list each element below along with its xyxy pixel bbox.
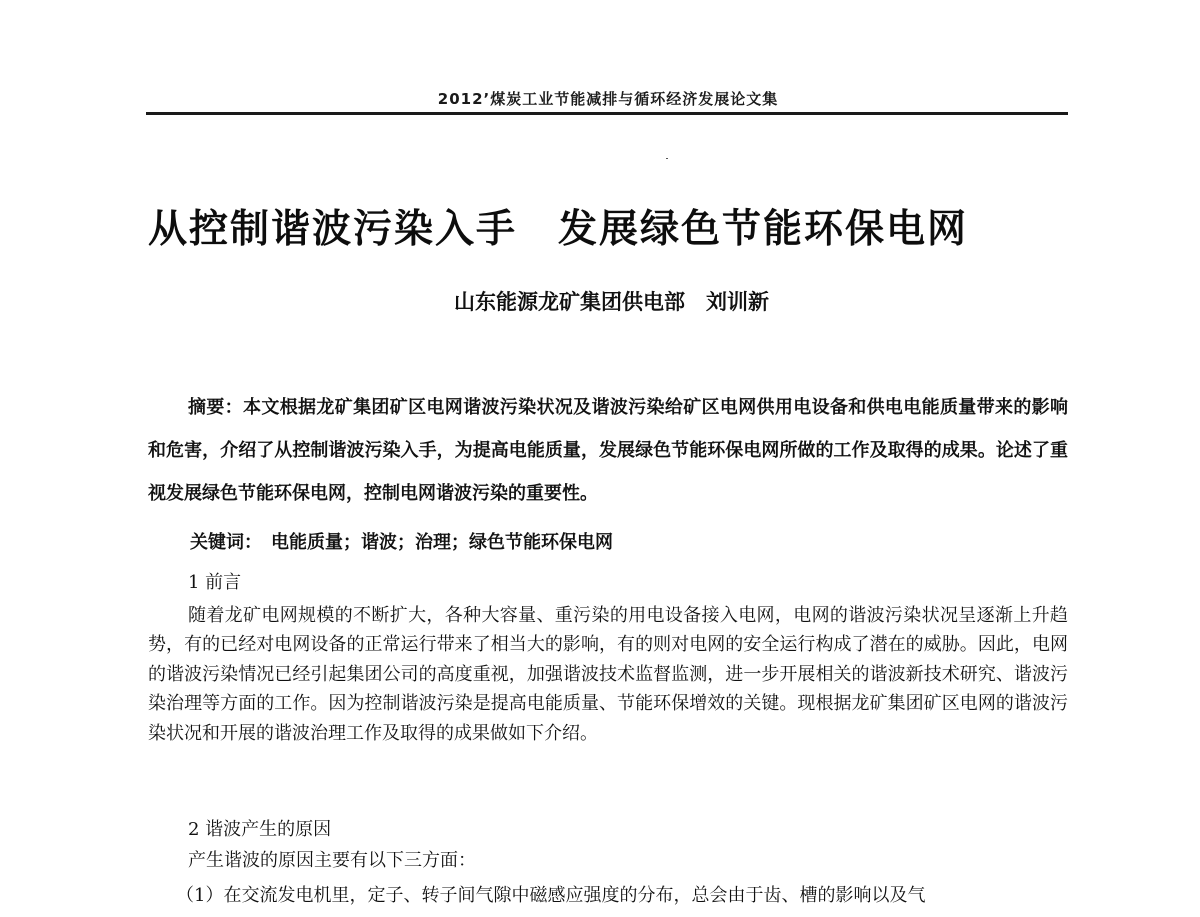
article-title: 从控制谐波污染入手 发展绿色节能环保电网 xyxy=(148,207,969,252)
section-2-item-1: （1）在交流发电机里，定子、转子间气隙中磁感应强度的分布，总会由于齿、槽的影响以及气 xyxy=(176,885,926,906)
author-byline: 山东能源龙矿集团供电部 刘训新 xyxy=(454,290,769,314)
section-2-intro: 产生谐波的原因主要有以下三方面： xyxy=(188,850,476,871)
section-1-heading: 1 前言 xyxy=(188,572,242,593)
section-2-heading: 2 谐波产生的原因 xyxy=(188,819,332,840)
header-rule xyxy=(146,112,1068,115)
running-header: 2012’煤炭工业节能减排与循环经济发展论文集 xyxy=(437,90,779,108)
section-1-paragraph: 随着龙矿电网规模的不断扩大，各种大容量、重污染的用电设备接入电网，电网的谐波污染状况呈逐渐上升趋势，有的已经对电网设备的正常运行带来了相当大的影响，有的则对电网的安全运行构成了潜在的威胁。因此，电网的谐波污染情况已经引起集团公司的高度重视，加强谐波技术监督监测，进一步开展相关的谐波新技术研究、谐波污染治理等方面的工作。因为控制谐波污染是提高电能质量、节能环保增效的关键。现根据龙矿集团矿区电网的谐波污染状况和开展的谐波治理工作及取得的成果做如下介绍。 xyxy=(148,605,1068,744)
keywords-line: 关键词： 电能质量；谐波；治理；绿色节能环保电网 xyxy=(190,532,613,553)
abstract-paragraph: 摘要：本文根据龙矿集团矿区电网谐波污染状况及谐波污染给矿区电网供用电设备和供电电能质量带来的影响和危害，介绍了从控制谐波污染入手，为提高电能质量，发展绿色节能环保电网所做的工作及取得的成果。论述了重视发展绿色节能环保电网，控制电网谐波污染的重要性。 xyxy=(148,397,1068,504)
scan-speck xyxy=(666,158,668,159)
